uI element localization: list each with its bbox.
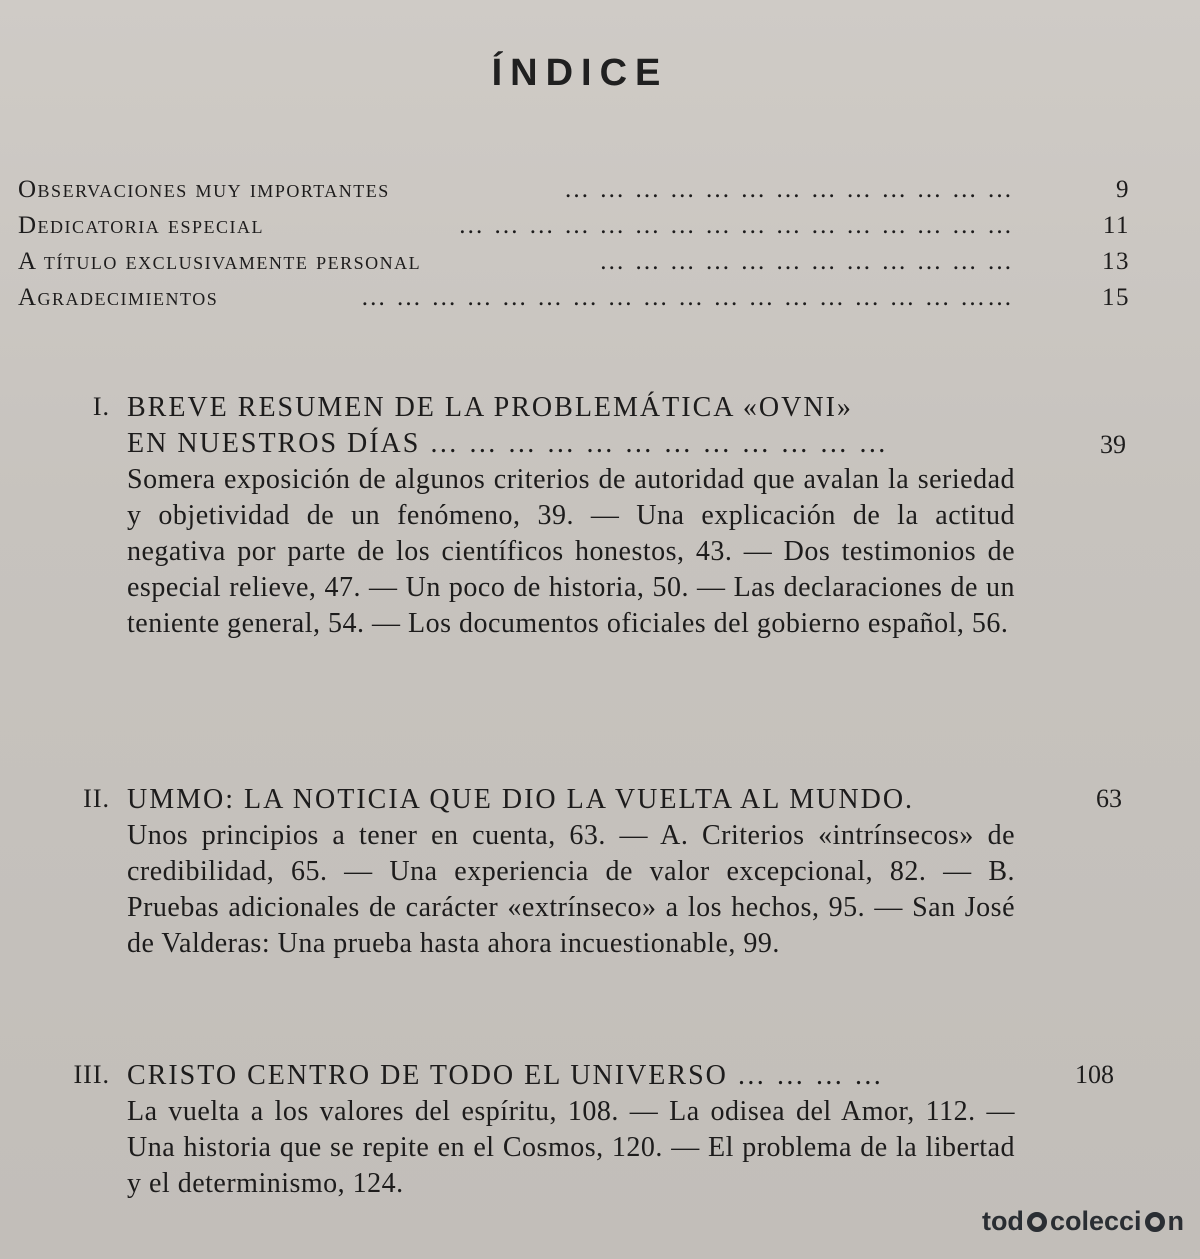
- chapter-title-line: CRISTO CENTRO DE TODO EL UNIVERSO … … … …: [127, 1060, 884, 1091]
- chapter-summary: La vuelta a los valores del espíritu, 108. — La odisea del Amor, 112. — Una historia que se repite en el Cosmos, 120. — El problema de la libertad y el determinismo, 124.: [127, 1096, 1015, 1199]
- entry-label: A título exclusivamente personal: [18, 248, 422, 275]
- chapter-title-line: BREVE RESUMEN DE LA PROBLEMÁTICA «OVNI»: [127, 392, 853, 423]
- watermark-text: tod: [981, 1206, 1024, 1236]
- leader-dots: … … … … … … … … … … … … …: [564, 176, 1014, 203]
- front-matter-entry: [18, 248, 1130, 284]
- chapter-page: 39: [1100, 430, 1126, 459]
- entry-page: 9: [1116, 176, 1130, 203]
- watermark-o-icon: [1027, 1212, 1047, 1232]
- chapter-number: I.: [92, 392, 110, 421]
- front-matter-entry: [18, 212, 1130, 248]
- chapter-page: 108: [1075, 1060, 1114, 1089]
- front-matter-entry: [18, 284, 1130, 320]
- entry-page: 15: [1102, 284, 1130, 311]
- chapter-page: 63: [1096, 784, 1122, 813]
- entry-label: Dedicatoria especial: [18, 212, 264, 239]
- chapter-title: [127, 390, 1017, 462]
- watermark-text: n: [1167, 1206, 1184, 1236]
- entry-label: Observaciones muy importantes: [18, 176, 390, 203]
- front-matter-entry: [18, 176, 1130, 212]
- leader-dots: … … … … … … … … … … … … … … … …: [458, 212, 1014, 239]
- entry-label: Agradecimientos: [18, 284, 219, 311]
- chapter-number: III.: [73, 1060, 110, 1089]
- watermark-o-icon: [1145, 1212, 1165, 1232]
- leader-dots: … … … … … … … … … … … …: [599, 248, 1014, 275]
- chapter-number: II.: [83, 784, 110, 813]
- chapter-summary: Unos principios a tener en cuenta, 63. — A. Criterios «intrínsecos» de credibilidad, 65. — Una experiencia de valor excepcional, 82. — B. Pruebas adicionales de carácter «extrínseco» a los hechos, 95. — San José de Valderas: Una prueba hasta ahora incuestionable, 99.: [127, 820, 1015, 959]
- chapter-title-line: EN NUESTROS DÍAS … … … … … … … … … … … …: [127, 428, 889, 459]
- entry-page: 11: [1102, 212, 1130, 239]
- chapter-title-line: UMMO: LA NOTICIA QUE DIO LA VUELTA AL MUNDO.: [127, 784, 915, 815]
- chapter-title: [127, 1058, 1017, 1094]
- watermark-logo: [982, 1206, 1184, 1237]
- watermark-text: colecci: [1049, 1206, 1142, 1236]
- chapter-summary: Somera exposición de algunos criterios de autoridad que avalan la seriedad y objetividad de un fenómeno, 39. — Una explicación de la actitud negativa por parte de los científicos honestos, 43. — Dos testimonios de especial relieve, 47. — Un poco de historia, 50. — Las declaraciones de un teniente general, 54. — Los documentos oficiales del gobierno español, 56.: [127, 464, 1015, 639]
- chapter-title: [127, 782, 1017, 818]
- index-title: ÍNDICE: [491, 52, 669, 94]
- leader-dots: … … … … … … … … … … … … … … … … … ……: [360, 284, 1014, 311]
- entry-page: 13: [1102, 248, 1130, 275]
